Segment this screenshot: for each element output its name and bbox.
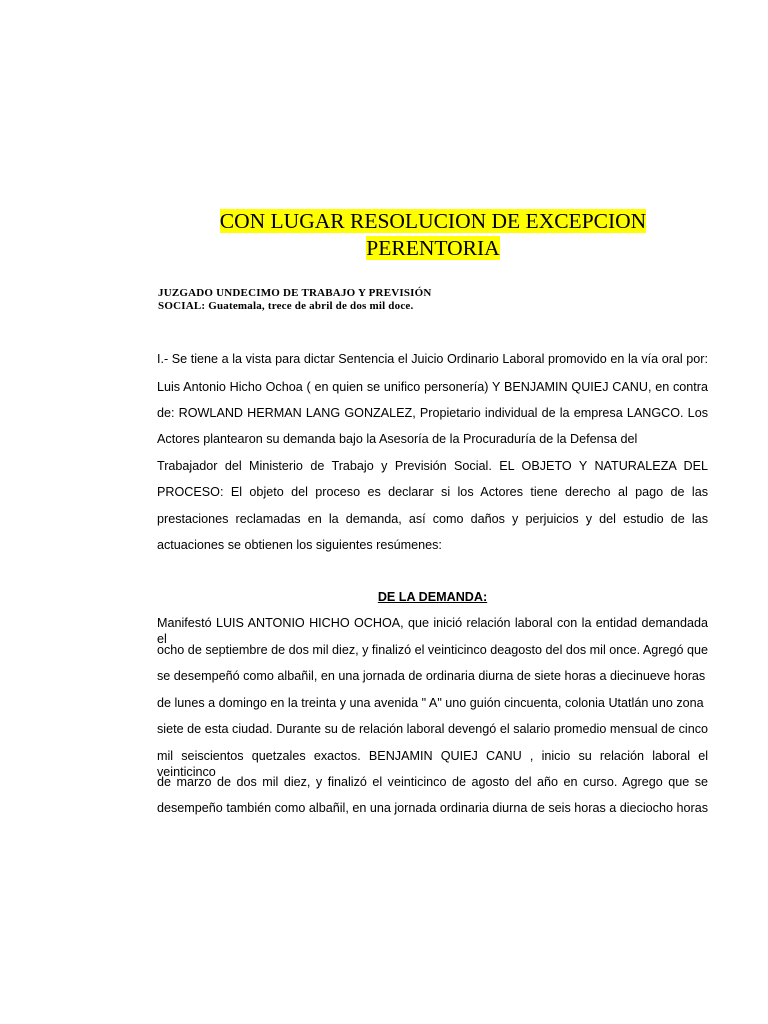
court-line-2: SOCIAL: Guatemala, trece de abril de dos mil doce.: [158, 300, 414, 312]
paragraph-1-line: I.- Se tiene a la vista para dictar Sentencia el Juicio Ordinario Laboral promovido en la vía oral por:: [157, 352, 708, 366]
paragraph-2-line: Manifestó LUIS ANTONIO HICHO OCHOA, que inició relación laboral con la entidad demandada el: [157, 616, 708, 646]
paragraph-2-line: siete de esta ciudad. Durante su de relación laboral devengó el salario promedio mensual de cinco: [157, 722, 708, 736]
document-title: [150, 208, 716, 262]
paragraph-2-line: de lunes a domingo en la treinta y una avenida " A" uno guión cincuenta, colonia Utatlán uno zona: [157, 696, 704, 710]
paragraph-1-line: de: ROWLAND HERMAN LANG GONZALEZ, Propietario individual de la empresa LANGCO. Los: [157, 406, 708, 420]
title-line-2: PERENTORIA: [366, 236, 500, 260]
title-line-1: CON LUGAR RESOLUCION DE EXCEPCION: [219, 209, 647, 233]
paragraph-1-line: Actores plantearon su demanda bajo la Asesoría de la Procuraduría de la Defensa del: [157, 432, 638, 446]
paragraph-1-line: actuaciones se obtienen los siguientes resúmenes:: [157, 538, 442, 552]
paragraph-1-line: Trabajador del Ministerio de Trabajo y Previsión Social. EL OBJETO Y NATURALEZA DEL: [157, 459, 708, 473]
paragraph-2-line: desempeño también como albañil, en una jornada ordinaria diurna de seis horas a dieciocho horas: [157, 801, 708, 815]
court-header: [158, 287, 578, 313]
paragraph-2-line: de marzo de dos mil diez, y finalizó el veinticinco de agosto del año en curso. Agrego que se: [157, 775, 708, 789]
paragraph-2-line: mil seiscientos quetzales exactos. BENJAMIN QUIEJ CANU , inicio su relación laboral el veinticinco: [157, 749, 708, 779]
section-heading: [157, 589, 708, 605]
paragraph-1-line: Luis Antonio Hicho Ochoa ( en quien se unifico personería) Y BENJAMIN QUIEJ CANU, en contra: [157, 380, 708, 394]
court-line-1: JUZGADO UNDECIMO DE TRABAJO Y PREVISIÓN: [158, 287, 432, 299]
paragraph-2-line: ocho de septiembre de dos mil diez, y finalizó el veinticinco deagosto del dos mil once. Agregó que: [157, 643, 708, 657]
paragraph-1-line: PROCESO: El objeto del proceso es declarar si los Actores tiene derecho al pago de las: [157, 485, 708, 499]
section-heading-text: DE LA DEMANDA:: [377, 590, 488, 604]
paragraph-2-line: se desempeñó como albañil, en una jornada de ordinaria diurna de siete horas a diecinueve horas: [157, 669, 706, 683]
paragraph-1-line: prestaciones reclamadas en la demanda, así como daños y perjuicios y del estudio de las: [157, 512, 708, 526]
